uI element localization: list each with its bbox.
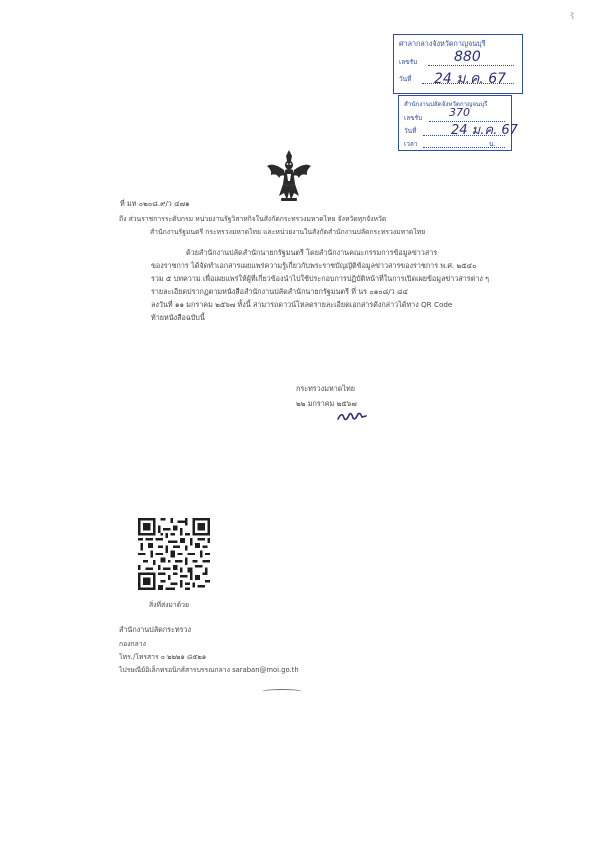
stamp-date-value: 24 ม.ค. 67 (434, 71, 507, 87)
garuda-emblem-icon (265, 148, 313, 204)
initials-signature (336, 408, 368, 422)
body-line-3: รวม ๕ บทความ เพื่อเผยแพร่ให้ผู้ที่เกี่ยวข้องนำไปใช้ประกอบการปฏิบัติหน้าที่ในการเปิดเผยข้อมูลข่าวสารต่าง ๆ (151, 274, 490, 283)
recipient-line-2: สำนักงานรัฐมนตรี กระทรวงมหาดไทย และหน่วยงานในสังกัดสำนักงานปลัดกระทรวงมหาดไทย (150, 228, 426, 236)
issuing-division: กองกลาง (119, 640, 146, 648)
stamp-received-label: เลขรับ (399, 58, 418, 66)
receipt-stamp-provincial-office (398, 95, 518, 151)
sender-ministry: กระทรวงมหาดไทย (296, 384, 355, 393)
issuing-office: สำนักงานปลัดกระทรวง (119, 625, 191, 634)
document-date: ๒๒ มกราคม ๒๕๖๗ (296, 399, 357, 408)
stamp-date-value: 24 ม.ค. 67 (451, 123, 518, 138)
body-line-5: ลงวันที่ ๑๑ มกราคม ๒๕๖๗ ทั้งนี้ สามารถดาวน์โหลดรายละเอียดเอกสารดังกล่าวได้ทาง QR Code (151, 300, 453, 309)
saraban-email: ไปรษณีย์อิเล็กทรอนิกส์สารบรรณกลาง saraban@moi.go.th (119, 666, 299, 674)
stamp-received-number: 370 (449, 106, 470, 119)
body-line-1: ด้วยสำนักงานปลัดสำนักนายกรัฐมนตรี โดยสำนักงานคณะกรรมการข้อมูลข่าวสาร (186, 248, 438, 257)
recipient-line-1: ถึง ส่วนราชการระดับกรม หน่วยงานรัฐวิสาหกิจในสังกัดกระทรวงมหาดไทย จังหวัดทุกจังหวัด (119, 215, 387, 223)
stamp-time-label: เวลา (404, 140, 418, 148)
reference-number: ที่ มท ๐๒๐๘.๙/ว ๔๗๑ (120, 199, 190, 208)
scan-artifact (262, 689, 302, 694)
stamp-time-unit: น. (489, 140, 496, 148)
corner-mark: ร้ (570, 12, 575, 21)
body-line-2: ของราชการ ได้จัดทำเอกสารเผยแพร่ความรู้เกี่ยวกับพระราชบัญญัติข้อมูลข่าวสารของราชการ พ.ศ. ๒๕๔๐ (151, 261, 477, 270)
attachment-label: สิ่งที่ส่งมาด้วย (149, 601, 189, 609)
body-line-4: รายละเอียดปรากฏตามหนังสือสำนักงานปลัดสำนักนายกรัฐมนตรี ที่ นร ๐๑๐๘/ว ๘๔ (151, 287, 408, 296)
stamp-received-number: 880 (454, 49, 481, 65)
stamp-header: สำนักงานปลัดจังหวัดกาญจนบุรี (404, 101, 488, 108)
phone-fax: โทร./โทรสาร ๐ ๒๒๒๑ ๘๕๒๑ (119, 653, 207, 661)
qr-code-image (138, 518, 210, 590)
stamp-header: ศาลากลางจังหวัดกาญจนบุรี (399, 39, 486, 48)
stamp-received-label: เลขรับ (404, 114, 423, 122)
receipt-stamp-provincial-hall (393, 34, 523, 94)
stamp-date-label: วันที่ (399, 75, 412, 83)
body-line-6: ท้ายหนังสือฉบับนี้ (151, 313, 205, 322)
stamp-date-label: วันที่ (404, 127, 417, 135)
